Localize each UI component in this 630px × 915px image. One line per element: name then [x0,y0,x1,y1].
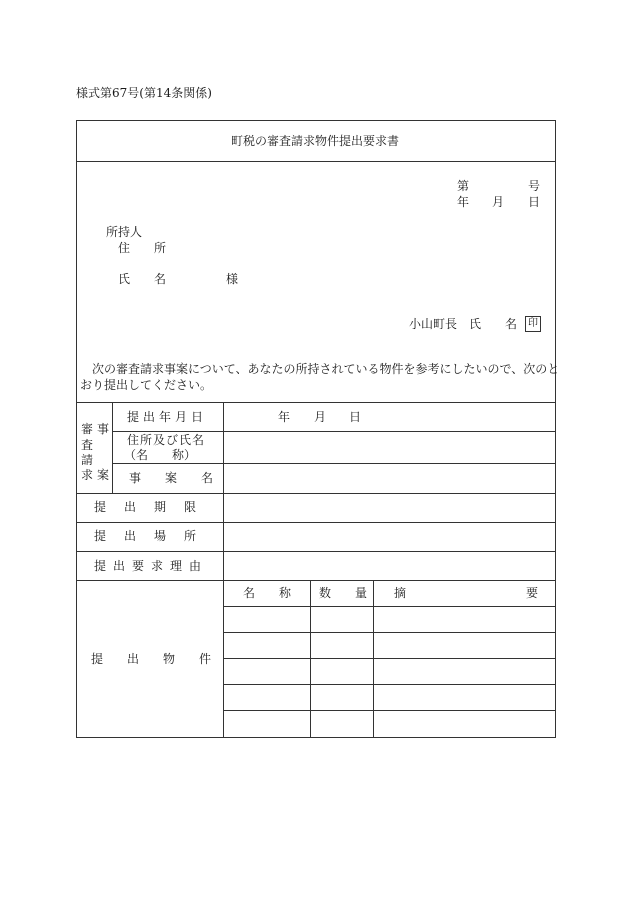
table-top-line [76,402,556,403]
submission-date-label: 提出年月日 [127,410,208,424]
items-name-divider [310,580,311,738]
col-summary-header-1: 摘 [394,586,407,600]
sender-title: 小山町長 氏 [409,317,482,331]
seal-stamp: 印 [525,316,541,332]
items-row-line [223,710,556,711]
date-day: 日 [528,195,541,209]
col-quantity-header: 数 量 [319,586,368,600]
number-prefix: 第 [457,179,470,193]
place-label: 提 出 場 所 [94,529,200,543]
group-label-char: 査 [81,438,94,452]
items-row-line [223,658,556,659]
holder-name-label: 氏 名 [118,272,167,286]
items-header-line [223,606,556,607]
body-text-line-1: 次の審査請求事案について、あなたの所持されている物件を参考にしたいので、次のと [92,362,560,376]
submission-date-month: 月 [314,410,327,424]
honorific: 様 [226,272,239,286]
form-title: 町税の審査請求物件提出要求書 [230,134,399,148]
holder-label: 所持人 [106,225,143,239]
line-address-bottom [112,463,556,464]
reason-label: 提出要求理由 [94,559,209,573]
line-reason-bottom [76,580,556,581]
line-place-bottom [76,551,556,552]
items-row-line [223,632,556,633]
date-year: 年 [457,195,470,209]
group-label-char: 案 [97,468,110,482]
group-label-char: 審 [81,422,94,436]
date-month: 月 [492,195,505,209]
form-reference: 様式第67号(第14条関係) [76,86,212,100]
line-date-bottom [112,431,556,432]
form-frame [76,120,556,738]
label-column-divider [223,402,224,738]
body-text-line-2: おり提出してください。 [80,378,213,392]
group-label-divider [112,402,113,493]
group-label-char: 求 [81,468,94,482]
group-label-char: 事 [97,422,110,436]
submission-date-year: 年 [278,410,291,424]
holder-address-label: 住 所 [118,241,167,255]
deadline-label: 提 出 期 限 [94,500,200,514]
number-suffix: 号 [528,179,541,193]
address-name-sublabel: （名 称） [124,448,197,462]
items-qty-divider [373,580,374,738]
group-label-char: 請 [81,453,94,467]
sender-name-label: 名 [505,317,518,331]
col-summary-header-2: 要 [526,586,539,600]
address-name-label: 住所及び氏名 [127,433,206,447]
submission-date-day: 日 [349,410,362,424]
items-row-line [223,684,556,685]
items-label: 提 出 物 件 [91,652,218,666]
title-divider [76,161,556,162]
line-deadline-bottom [76,522,556,523]
line-case-bottom [76,493,556,494]
case-name-label: 事 案 名 [129,471,214,485]
col-name-header: 名 称 [243,586,292,600]
